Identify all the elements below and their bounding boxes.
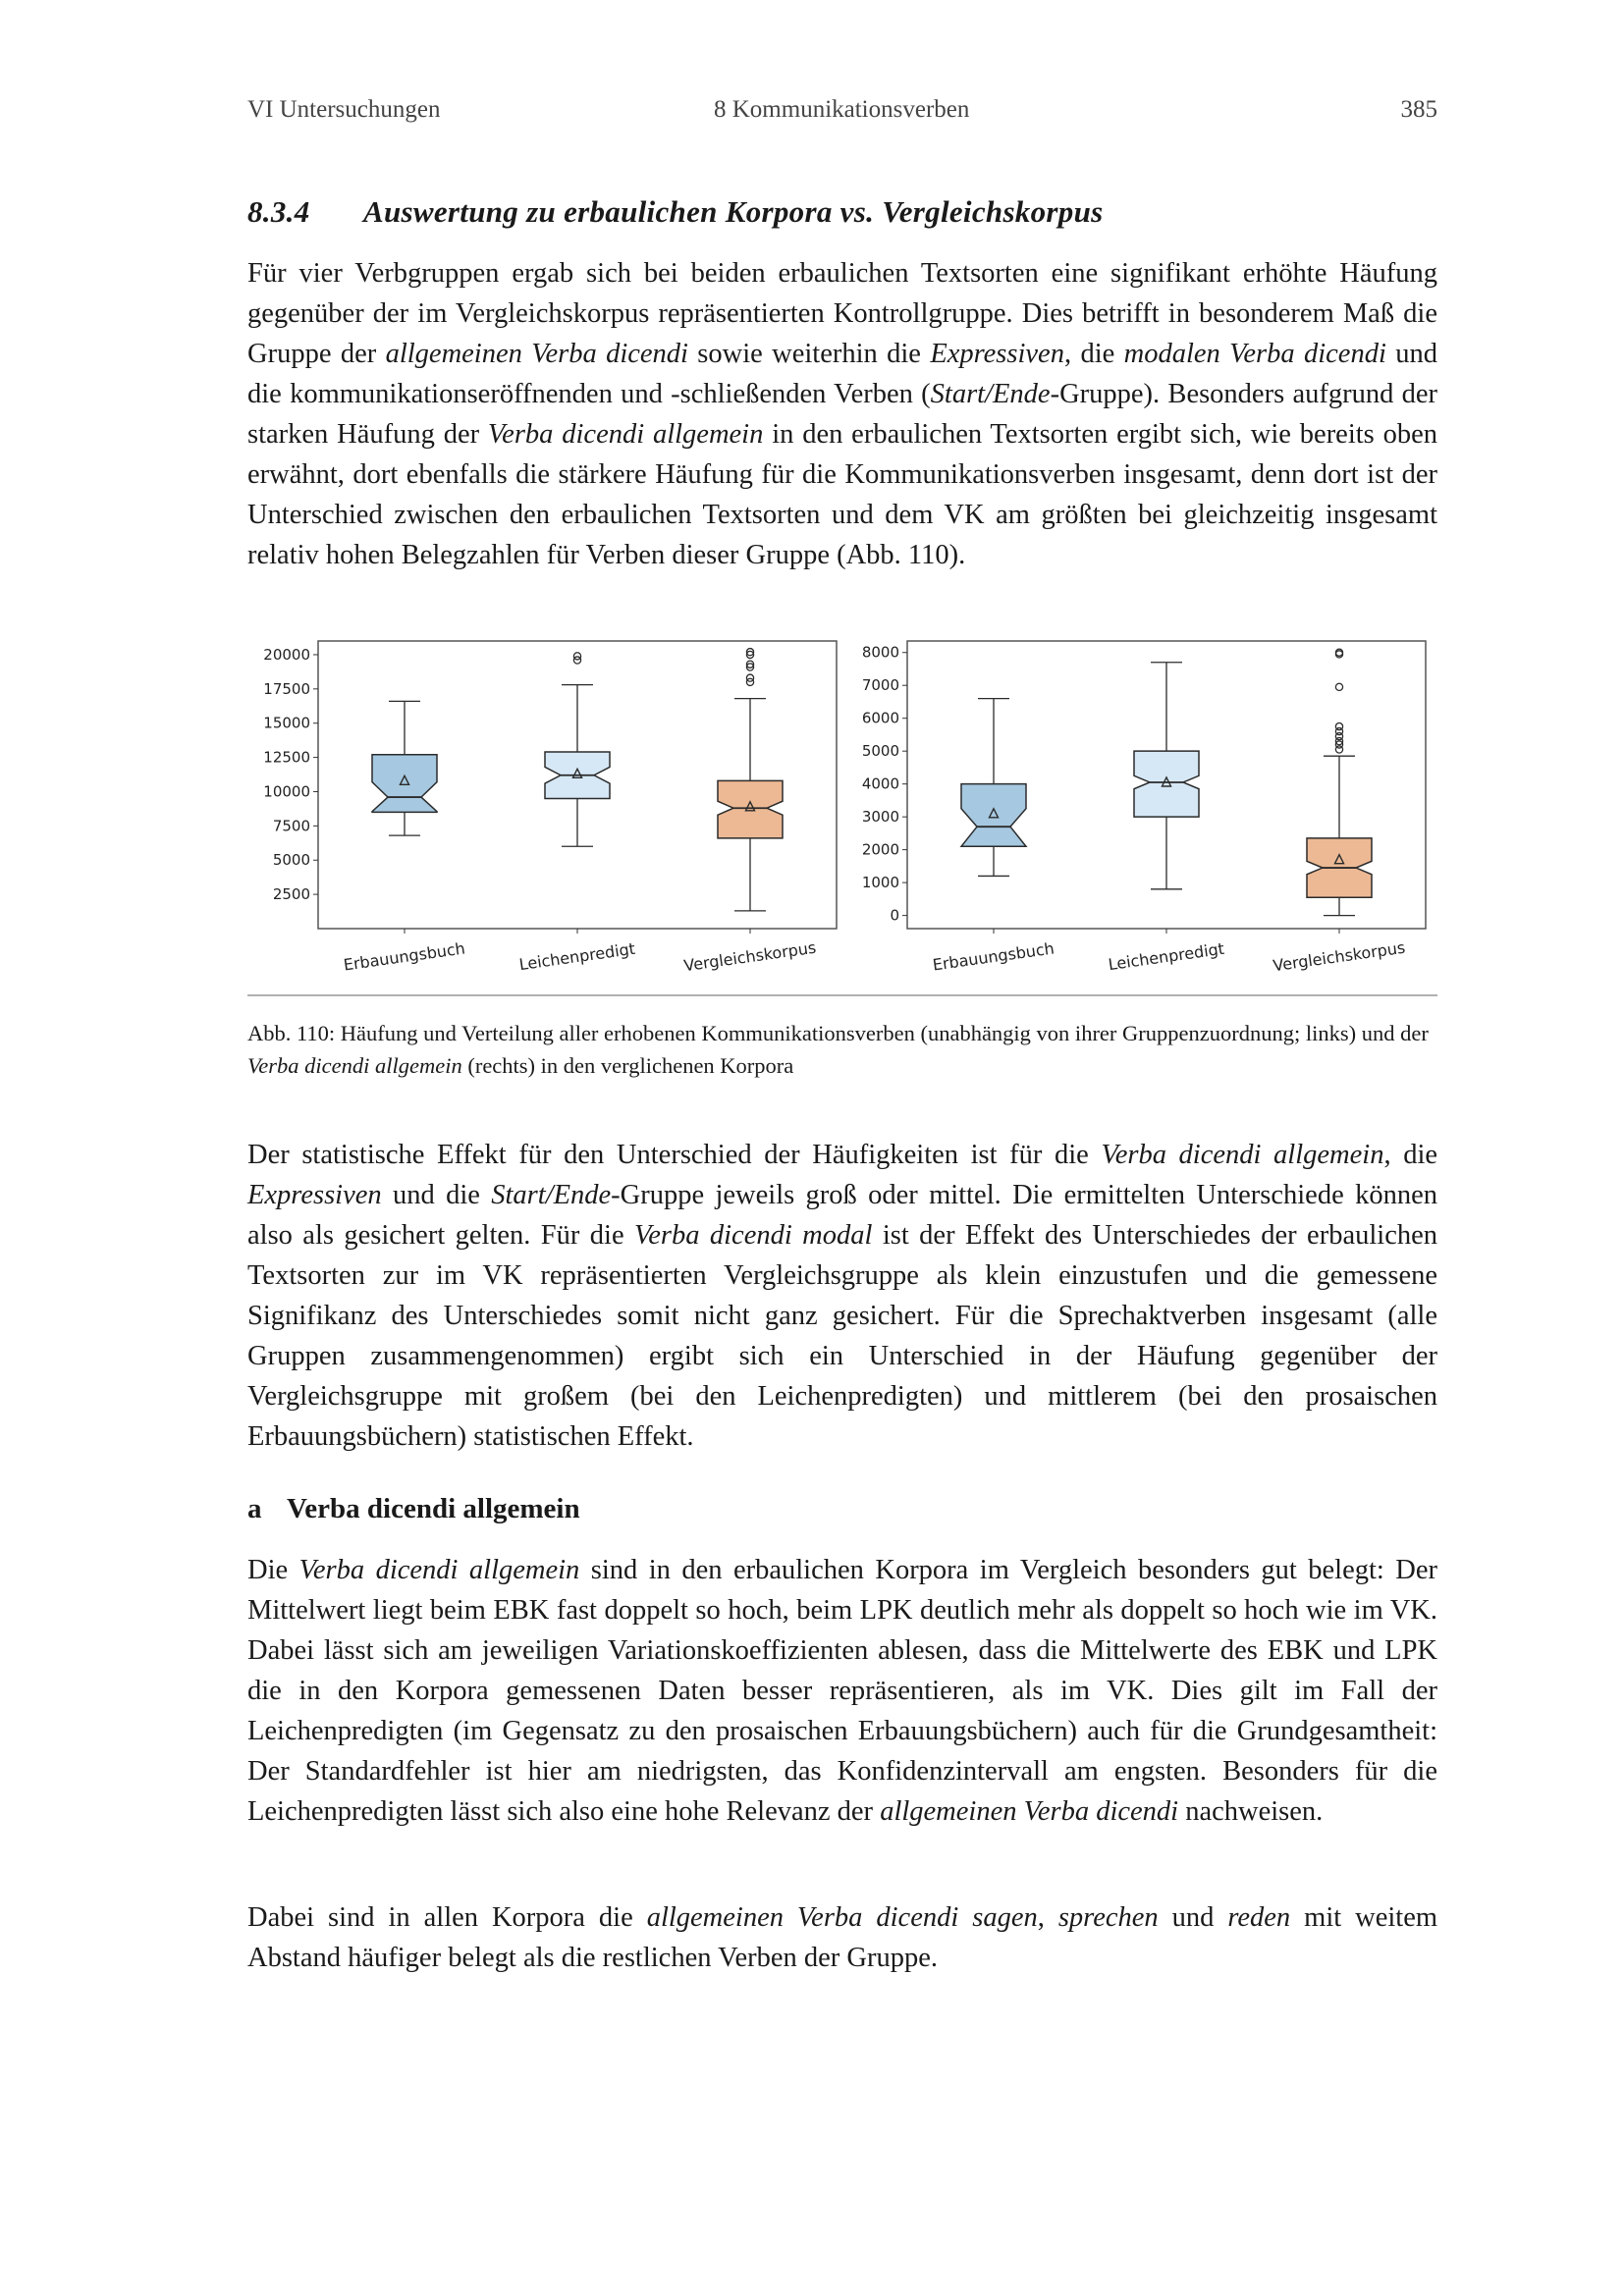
section-title: Auswertung zu erbaulichen Korpora vs. Vergleichskorpus [363,194,1104,229]
y-tick-label: 8000 [861,643,899,662]
emphasis: reden [1227,1902,1291,1933]
notched-box [372,755,437,813]
emphasis: allgemeinen Verba dicendi sagen [646,1902,1038,1933]
box-leichenpredigt [1134,663,1199,889]
y-tick-label: 2000 [861,840,899,859]
y-tick-label: 7500 [272,817,310,835]
notched-box [961,784,1026,847]
section-heading [247,194,1103,230]
paragraph-4: Dabei sind in allen Korpora die allgemeinen Verba dicendi sagen, sprechen und reden mit weitem Abstand häufiger belegt als die restlichen Verben der Gruppe. [247,1902,1438,1973]
paragraph-2: Der statistische Effekt für den Unterschied der Häufigkeiten ist für die Verba dicendi allgemein, die Expressiven und die Start/Ende-Gruppe jeweils groß oder mittel. Die ermittelten Unterschiede können also als gesichert gelten. Für die Verba dicendi modal ist der Effekt des Unterschiedes der erbaulichen Textsorten zur im VK repräsentierten Vergleichsgruppe als klein einzustufen und die gemessene Signifikanz des Unterschiedes somit nicht ganz gesichert. Für die Sprechaktverben insgesamt (alle Gruppen zusammengenommen) ergibt sich ein Unterschied in der Häufung gegenüber der Vergleichsgruppe mit großem (bei den Leichenpredigten) und mittlerem (bei den prosaischen Erbauungsbüchern) statistischen Effekt. [247,1140,1438,1452]
box-vergleichskorpus [718,649,783,911]
emphasis: Verba dicendi allgemein [298,1555,580,1585]
x-category-label: Leichenpredigt [517,938,637,975]
subsection-heading [247,1493,580,1525]
y-tick-label: 10000 [263,782,310,801]
y-tick-label: 3000 [861,808,899,827]
section-number: 8.3.4 [247,194,310,229]
x-category-label: Leichenpredigt [1107,938,1226,975]
emphasis: sprechen [1057,1902,1159,1933]
figure-divider [247,994,1437,996]
y-tick-label: 1000 [861,874,899,892]
subsection-title: Verba dicendi allgemein [287,1493,580,1524]
subsection-letter: a [247,1493,262,1524]
emphasis: Verba dicendi allgemein [247,1053,462,1078]
y-tick-label: 5000 [861,742,899,761]
box-erbauungsbuch [961,699,1026,877]
emphasis: Start/Ende [491,1180,612,1210]
emphasis: Expressiven [247,1180,382,1210]
y-tick-label: 6000 [861,709,899,727]
boxplot-panel-right [862,641,1426,975]
y-tick-label: 12500 [263,748,310,767]
box-leichenpredigt [545,653,610,847]
x-category-label: Erbauungsbuch [342,938,466,975]
y-tick-label: 17500 [263,679,310,698]
page-number: 385 [1400,96,1437,123]
emphasis: Verba dicendi modal [634,1220,873,1251]
y-tick-label: 5000 [272,851,310,870]
emphasis: Expressiven [930,339,1064,369]
emphasis: allgemeinen Verba dicendi [385,339,688,369]
outlier-marker [1335,683,1342,690]
box-vergleichskorpus [1307,649,1372,915]
paragraph-3: Die Verba dicendi allgemein sind in den erbaulichen Korpora im Vergleich besonders gut belegt: Der Mittelwert liegt beim EBK fast doppelt so hoch, beim LPK deutlich mehr als doppelt so hoch wie im VK. Dabei lässt sich am jeweiligen Variationskoeffizienten ablesen, dass die Mittelwerte des EBK und LPK die in den Korpora gemessenen Daten besser repräsentieren, als im VK. Dies gilt im Fall der Leichenpredigten (im Gegensatz zu den prosaischen Erbauungsbüchern) auch für die Grundgesamtheit: Der Standardfehler ist hier am niedrigsten, das Konfidenzintervall am engsten. Besonders für die Leichenpredigten lässt sich also eine hohe Relevanz der allgemeinen Verba dicendi nachweisen. [247,1555,1438,1827]
notched-box [1134,751,1199,817]
y-tick-label: 20000 [263,645,310,664]
figure-caption: Abb. 110: Häufung und Verteilung aller erhobenen Kommunikationsverben (unabhängig von ihrer Gruppenzuordnung; links) und der Verba dicendi allgemein (rechts) in den verglichenen Korpora [247,1021,1429,1078]
notched-box [718,780,783,838]
emphasis: modalen Verba dicendi [1123,339,1386,369]
y-tick-label: 4000 [861,774,899,793]
x-category-label: Erbauungsbuch [931,938,1056,975]
emphasis: Verba dicendi allgemein [487,419,764,450]
x-category-label: Vergleichskorpus [1272,937,1407,976]
y-tick-label: 0 [890,906,899,925]
figure-110 [247,633,1437,1002]
emphasis: Start/Ende [930,379,1051,409]
paragraph-1: Für vier Verbgruppen ergab sich bei beiden erbaulichen Textsorten eine signifikant erhöhte Häufung gegenüber der im Vergleichskorpus repräsentierten Kontrollgruppe. Dies betrifft in besonderem Maß die Gruppe der allgemeinen Verba dicendi sowie weiterhin die Expressiven, die modalen Verba dicendi und die kommunikationseröffnenden und -schließenden Verben (Start/Ende-Gruppe). Besonders aufgrund der starken Häufung der Verba dicendi allgemein in den erbaulichen Textsorten ergibt sich, wie bereits oben erwähnt, dort ebenfalls die stärkere Häufung für die Kommunikationsverben insgesamt, denn dort ist der Unterschied zwischen den erbaulichen Textsorten und dem VK am größten bei gleichzeitig insgesamt relativ hohen Belegzahlen für Verben dieser Gruppe (Abb. 110). [247,258,1437,570]
y-tick-label: 7000 [861,676,899,695]
boxplot-figure [247,633,1437,1002]
outlier-marker [1335,722,1342,729]
emphasis: Verba dicendi allgemein [1101,1140,1384,1170]
running-head [247,96,1437,130]
boxplot-panel-left [263,641,837,975]
running-head-center: 8 Kommunikationsverben [714,96,970,123]
y-tick-label: 15000 [263,714,310,732]
emphasis: allgemeinen Verba dicendi [880,1796,1179,1827]
x-category-label: Vergleichskorpus [682,937,818,976]
y-tick-label: 2500 [272,885,310,904]
box-erbauungsbuch [372,701,437,835]
running-head-left: VI Untersuchungen [247,96,441,123]
